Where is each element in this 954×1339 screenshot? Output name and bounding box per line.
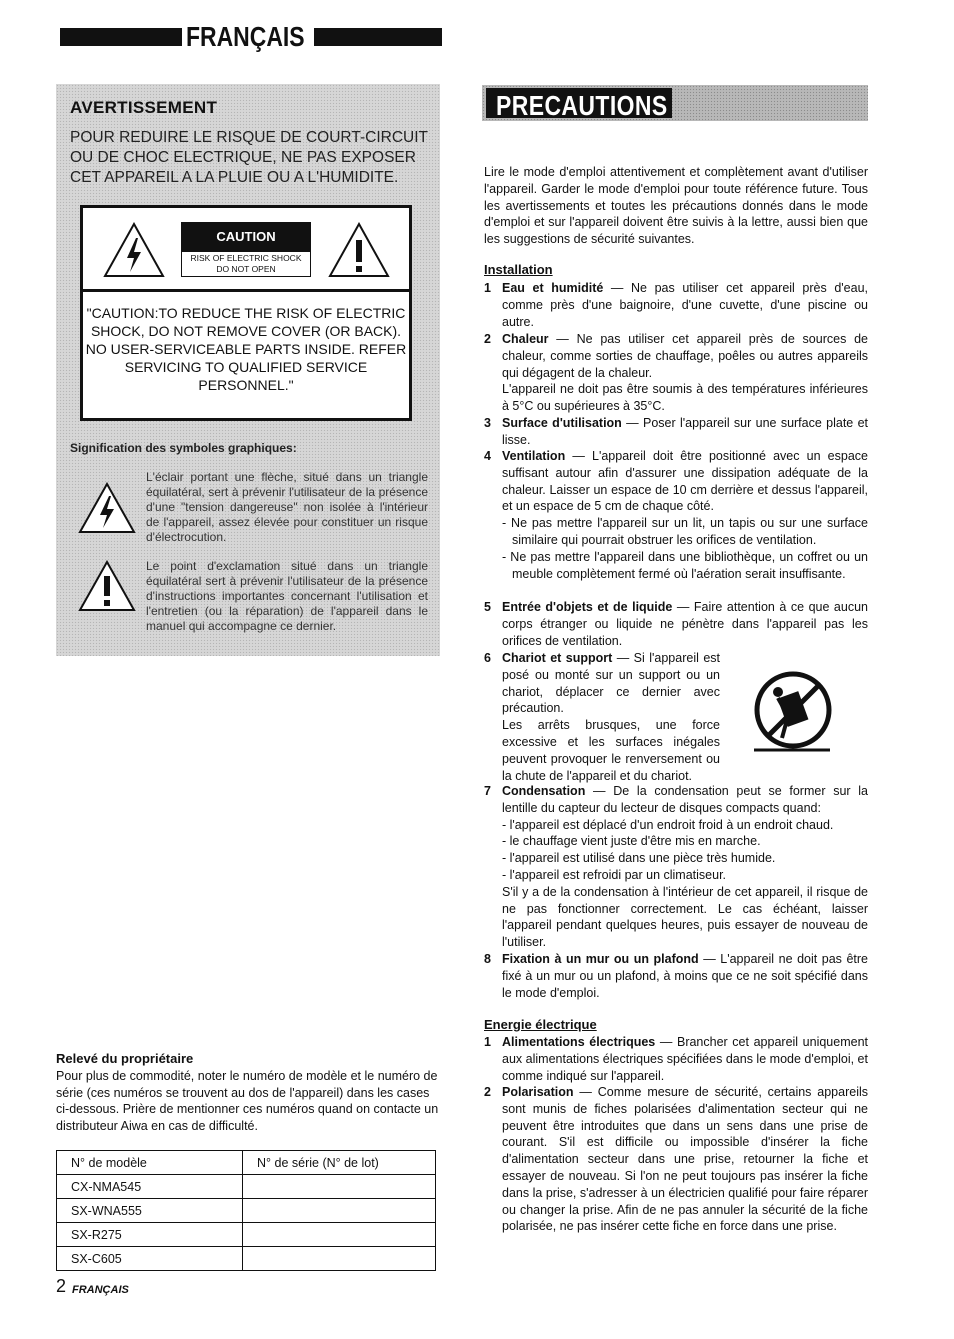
serial-cell[interactable] [243,1199,436,1223]
item-sub-point: - Ne pas mettre l'appareil sur un lit, un tapis ou sur une surface similaire qui pourrait obstruer les orifices de ventilation. [502,516,868,547]
caution-top [83,208,409,292]
item-sub-point: - Ne pas mettre l'appareil dans une bibliothèque, un coffret ou un meuble complètement fermé où l'aération serait insuffisante. [502,549,868,581]
caution-small-line-2: DO NOT OPEN [216,264,276,274]
symbols-title: Signification des symboles graphiques: [70,441,297,455]
item-text: — Poser l'appareil sur une surface plate et lisse. [502,416,868,447]
item-text: — L'appareil ne doit pas être fixé à un mur ou un plafond, à moins que ce ne soit spécifié dans le mode d'emploi. [502,952,869,1000]
item-extra: Les arrêts brusques, une force excessive et les surfaces inégales peuvent provoquer le renversement ou la chute de l'appareil et du chariot. [502,718,720,783]
model-cell: SX-WNA555 [57,1199,243,1223]
item-label: Alimentations électriques [502,1035,656,1049]
item-label: Condensation [502,784,586,798]
item-number: 4 [484,449,491,463]
caution-subtext [181,252,311,277]
page-number: 2 [56,1276,67,1296]
item-extra: L'appareil ne doit pas être soumis à des températures inférieures à 5°C ou supérieures à 35°C. [502,382,868,414]
language-title: FRANÇAIS [186,21,305,52]
item-number: 7 [484,784,491,798]
list-item [484,1084,868,1235]
serial-cell[interactable] [243,1223,436,1247]
owner-record-title: Relevé du propriétaire [56,1051,194,1066]
item-number: 2 [484,1085,491,1099]
list-item [484,1034,868,1084]
item-text: — Comme mesure de sécurité, certains appareils sont munis de fiches polarisées d'alimentation secteur qui ne peuvent être introduites que dans un sens dans une prise de courant. S'il est difficile ou impossible d'insérer la fiche d'alimentation secteur dans une prise, retourner la fiche et essayer de nouveau. Si l'on ne peut toujours pas insérer la fiche dans la prise, s'adresser à un électricien qualifié pour faire réparer ou changer la prise. Afin de ne pas annuler la sécurité de la fiche polarisée, ne pas insérer cette fiche en force dans une prise. [502,1085,868,1234]
warning-text: POUR REDUIRE LE RISQUE DE COURT-CIRCUIT OU DE CHOC ELECTRIQUE, NE PAS EXPOSER CET APPAREIL A LA PLUIE OU A L'HUMIDITE. [70,129,428,186]
owner-record-text: Pour plus de commodité, noter le numéro de modèle et le numéro de série (ces numéros se trouvent au dos de l'appareil) dans les cases ci-dessous. Prière de mentionner ces numéros quand on contacte un distributeur Aiwa en cas de difficulté. [56,1069,439,1133]
caution-heading: CAUTION [181,222,311,252]
list-item [484,951,868,1001]
caution-body-text: "CAUTION:TO REDUCE THE RISK OF ELECTRIC SHOCK, DO NOT REMOVE COVER (OR BACK). NO USER-SERVICEABLE PARTS INSIDE. REFER SERVICING TO QUALIFIED SERVICE PERSONNEL." [85,305,407,393]
table-row [57,1199,436,1223]
item-extra: S'il y a de la condensation à l'intérieur de cet appareil, il risque de ne pas fonctionner correctement. Le cas échéant, laisser l'appareil pendant quelques heures, puis essayer de nouveau de l'utiliser. [502,884,868,950]
model-cell: SX-C605 [57,1247,243,1271]
item-number: 5 [484,600,491,614]
item-sub-point: - l'appareil est refroidi par un climatiseur. [502,867,727,882]
precautions-title-background [486,88,672,121]
item-sub-point: - le chauffage vient juste d'être mis en marche. [502,834,761,849]
item-number: 2 [484,332,491,346]
footer-language: FRANÇAIS [72,1284,129,1296]
precautions-intro: Lire le mode d'emploi attentivement et complètement avant d'utiliser l'appareil. Garder le mode d'emploi pour toute référence future. Tous les avertissements et toutes les précautions donnés dans le mode d'emploi et sur l'appareil doivent être suivis à la lettre, aussi bien que les suggestions de sécurité suivantes. [484,165,868,247]
caution-label [181,222,311,277]
item-text: — Faire attention à ce que aucun corps étranger ou liquide ne pénètre dans l'appareil pas les orifices de ventilation. [502,600,868,648]
item-text: — Brancher cet appareil uniquement aux alimentations électriques spécifiées dans le mode d'emploi, et comme indiqué sur l'appareil. [502,1035,869,1083]
exclamation-symbol-icon [78,560,136,612]
model-cell: CX-NMA545 [57,1175,243,1199]
precautions-title: PRECAUTIONS [496,90,668,121]
table-header-serial: N° de série (N° de lot) [243,1151,436,1175]
warning-box [56,84,440,656]
symbol-exclamation-text: Le point d'exclamation situé dans un triangle équilatéral sert à prévenir l'utilisateur de la présence d'instructions importantes concernant l'utilisation et l'entretien (ou la réparation) de l'appareil dans le manuel qui accompagne ce dernier. [146,559,428,633]
item-label: Surface d'utilisation [502,416,622,430]
item-text: — Si l'appareil est posé ou monté sur un support ou un chariot, déplacer ce dernier avec précaution. [502,651,720,716]
lightning-symbol-icon [78,482,136,534]
item-number: 3 [484,416,491,430]
item-text: — L'appareil doit être positionné avec un espace suffisant autour afin d'assurer une dissipation adéquate de la chaleur. Laisser un espace de 10 cm derrière et dessus l'appareil, et un espace de 5 cm de chaque côté. [502,449,868,514]
header-bar-left [60,28,182,46]
item-text: — Ne pas utiliser cet appareil près de sources de chaleur, comme sorties de chauffage, poêles ou autres appareils qui dégagent de la chaleur. [502,332,868,380]
header-bar-right [314,28,442,46]
precautions-banner [482,85,868,121]
warning-title: AVERTISSEMENT [70,98,218,117]
energy-title: Energie électrique [484,1017,597,1032]
item-number: 1 [484,1035,491,1049]
item-number: 6 [484,651,491,665]
installation-title: Installation [484,262,553,277]
item-label: Eau et humidité [502,281,604,295]
language-header [60,21,442,52]
exclamation-warning-icon [328,222,390,278]
item-label: Fixation à un mur ou un plafond [502,952,699,966]
item-label: Polarisation [502,1085,574,1099]
table-header-model: N° de modèle [57,1151,243,1175]
list-item [484,599,868,649]
owner-record-table [56,1150,436,1271]
item-number: 1 [484,281,491,295]
list-item [484,448,868,582]
caution-panel [80,205,412,421]
symbol-lightning-text: L'éclair portant une flèche, situé dans un triangle équilatéral, sert à prévenir l'utilisateur de la présence d'une "tension dangereuse" non isolée à l'intérieur de l'appareil, assez élevée pour constituer un risque d'électrocution. [146,470,428,544]
table-row [57,1247,436,1271]
table-header-row [57,1151,436,1175]
serial-cell[interactable] [243,1175,436,1199]
list-item [484,331,868,415]
list-item [484,415,868,449]
cart-warning-icon [748,668,838,758]
item-label: Ventilation [502,449,566,463]
model-cell: SX-R275 [57,1223,243,1247]
list-item [484,280,868,330]
item-number: 8 [484,952,491,966]
item-text: — De la condensation peut se former sur la lentille du capteur du lecteur de disques compacts quand: [502,784,868,815]
item-text: — Ne pas utiliser cet appareil près d'eau, comme près d'une baignoire, d'une cuvette, d'une piscine ou autre. [502,281,868,329]
list-item [484,783,868,951]
table-row [57,1175,436,1199]
item-sub-point: - l'appareil est déplacé d'un endroit froid à un endroit chaud. [502,817,834,832]
table-row [57,1223,436,1247]
serial-cell[interactable] [243,1247,436,1271]
item-sub-point: - l'appareil est utilisé dans une pièce très humide. [502,851,776,866]
caution-small-line-1: RISK OF ELECTRIC SHOCK [190,253,302,263]
item-label: Chariot et support [502,651,613,665]
lightning-warning-icon [103,222,165,278]
item-label: Entrée d'objets et de liquide [502,600,673,614]
item-label: Chaleur [502,332,549,346]
